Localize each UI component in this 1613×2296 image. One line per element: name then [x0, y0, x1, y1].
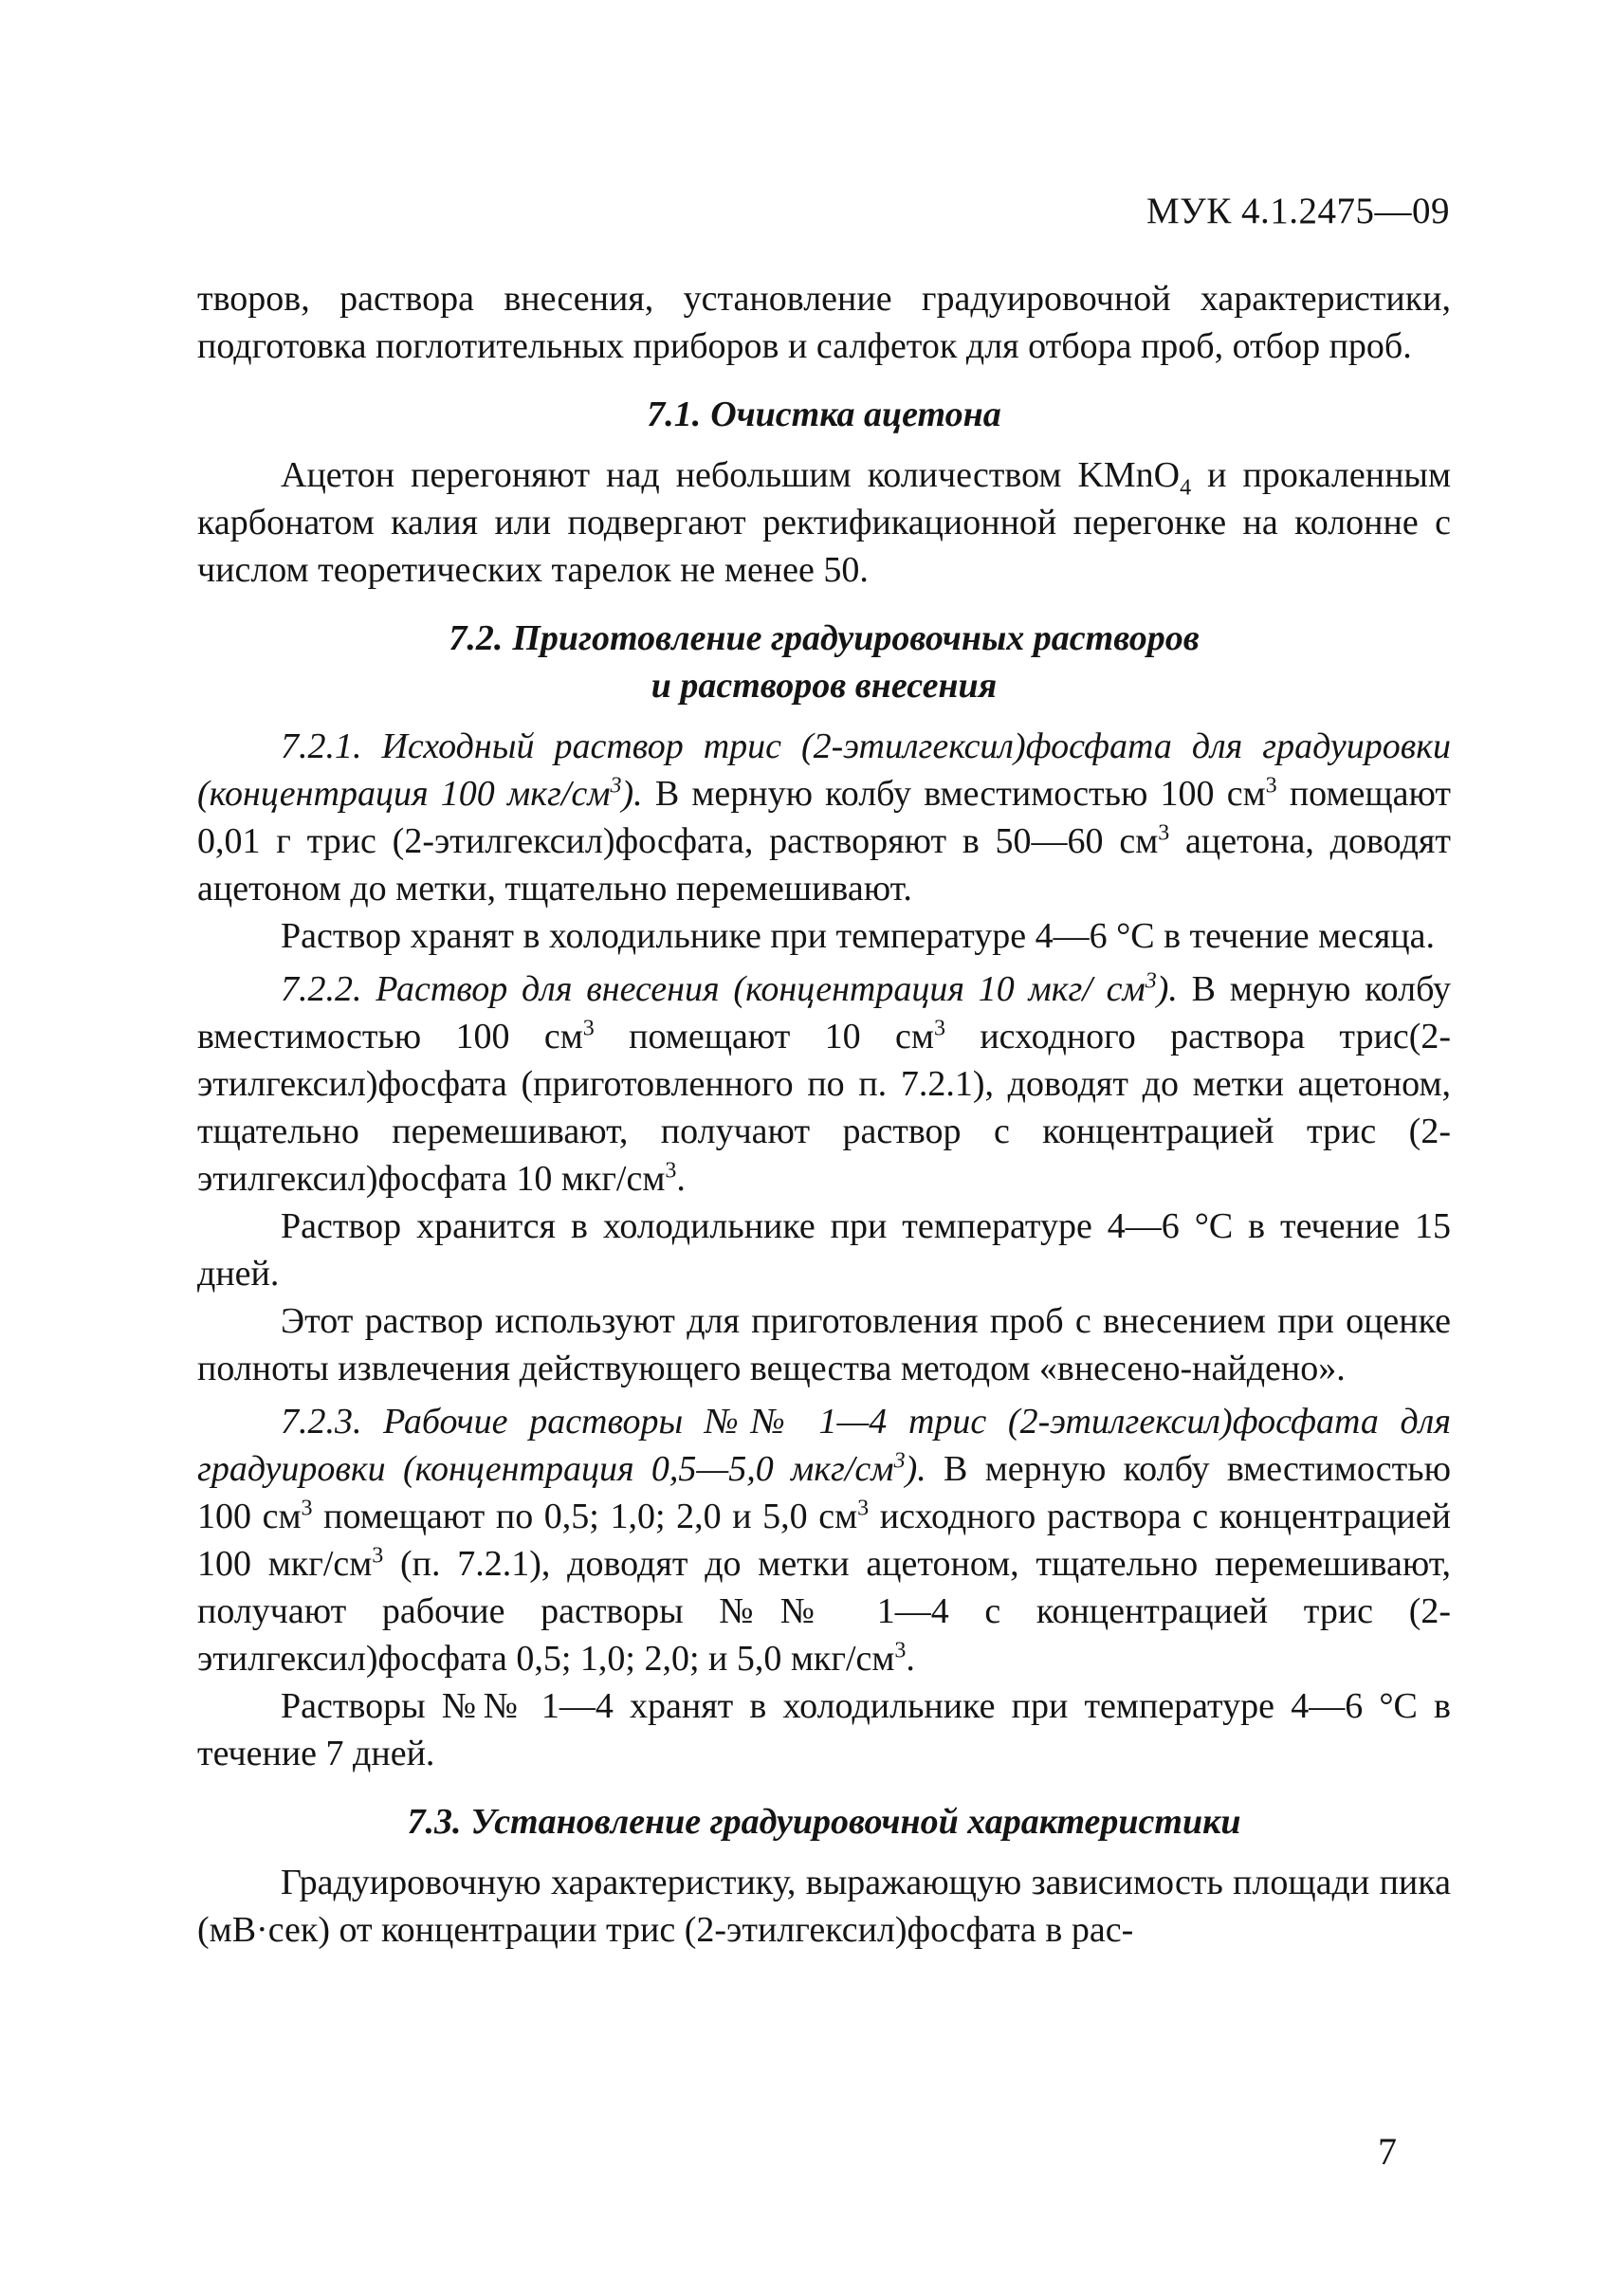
- section-title-line: и растворов внесения: [651, 666, 998, 706]
- section-7-3-heading: [197, 1798, 1451, 1846]
- section-title: Установление градуировочной характеристики: [470, 1802, 1241, 1842]
- superscript: 3: [1158, 820, 1170, 846]
- superscript: 3: [372, 1543, 384, 1569]
- section-7-2-3-paragraph: [197, 1398, 1451, 1682]
- subsection-lead: 7.2.3. Рабочие растворы №№ 1—4 трис (2-этилгексил)фосфата для градуировки (концентрация 0,5—5,0 мкг/см: [197, 1402, 1451, 1489]
- section-7-1-heading: [197, 391, 1451, 438]
- superscript: 3: [1145, 968, 1157, 994]
- text-run: ацетона, доводят ацетоном до метки, тщательно перемешивают.: [197, 821, 1452, 909]
- text-run: помещают 0,01 г трис (2-этилгексил)фосфата, растворяют в 50—60 см: [197, 774, 1451, 861]
- section-number: 7.3.: [407, 1802, 462, 1842]
- subsection-lead: ).: [621, 774, 643, 814]
- text-run: и прокаленным карбонатом калия или подвергают ректификационной перегонке на колонне с числом теоретических тарелок не менее 50.: [197, 455, 1452, 590]
- text-run: Ацетон перегоняют над небольшим количеством KMnO: [281, 455, 1181, 495]
- page-body: [197, 275, 1451, 1954]
- subscript: 4: [1180, 475, 1192, 501]
- section-title: Приготовление градуировочных растворов: [512, 618, 1200, 658]
- subsection-lead: ).: [1156, 969, 1178, 1009]
- section-7-2-heading: [197, 615, 1451, 709]
- superscript: 3: [857, 1496, 870, 1521]
- storage-paragraph: Раствор хранят в холодильнике при температуре 4—6 °С в течение месяца.: [281, 916, 1436, 956]
- subsection-lead: 7.2.1. Исходный раствор трис (2-этилгексил)фосфата для градуировки (концентрация 100 мкг/см: [197, 726, 1451, 814]
- superscript: 3: [665, 1158, 677, 1184]
- superscript: 3: [933, 1016, 945, 1041]
- text-run: .: [906, 1639, 915, 1679]
- section-title: Очистка ацетона: [710, 395, 1001, 434]
- document-code: МУК 4.1.2475—09: [1146, 191, 1450, 231]
- superscript: 3: [1265, 773, 1277, 799]
- section-number: 7.2.: [449, 618, 504, 658]
- subsection-lead: ).: [905, 1449, 926, 1489]
- text-run: .: [676, 1159, 686, 1199]
- superscript: 3: [894, 1638, 907, 1663]
- text-run: исходного раствора с концентрацией 100 мкг/см: [197, 1497, 1451, 1584]
- subsection-lead: 7.2.2. Раствор для внесения (концентрация 10 мкг/ см: [281, 969, 1146, 1009]
- text-run: помещают по 0,5; 1,0; 2,0 и 5,0 см: [312, 1497, 858, 1536]
- text-run: В мерную колбу вместимостью 100 см: [197, 1449, 1451, 1536]
- superscript: 3: [301, 1496, 313, 1521]
- text-run: исходного раствора трис(2-этилгексил)фосфата (приготовленного по п. 7.2.1), доводят до метки ацетоном, тщательно перемешивают, получают раствор с концентрацией трис (2-этилгексил)фосфата 10 мкг/см: [197, 1017, 1452, 1199]
- superscript: 3: [610, 773, 622, 799]
- intro-paragraph: творов, раствора внесения, установление градуировочной характеристики, подготовка поглотительных приборов и салфеток для отбора проб, отбор проб.: [197, 279, 1451, 366]
- text-run: В мерную колбу вместимостью 100 см: [642, 774, 1266, 814]
- storage-paragraph: Раствор хранится в холодильнике при температуре 4—6 °С в течение 15 дней.: [197, 1206, 1451, 1294]
- storage-paragraph: Растворы №№ 1—4 хранят в холодильнике при температуре 4—6 °С в течение 7 дней.: [197, 1686, 1451, 1773]
- text-run: помещают 10 см: [594, 1017, 934, 1056]
- text-run: (п. 7.2.1), доводят до метки ацетоном, тщательно перемешивают, получают рабочие растворы №№ 1—4 с концентрацией трис (2-этилгексил)фосфата 0,5; 1,0; 2,0; и 5,0 мкг/см: [197, 1544, 1451, 1679]
- section-number: 7.1.: [647, 395, 702, 434]
- section-7-2-1-paragraph: [197, 723, 1451, 912]
- superscript: 3: [582, 1016, 595, 1041]
- page-number: 7: [1378, 2130, 1397, 2173]
- section-title-line: [197, 615, 1451, 662]
- text-run: В мерную колбу вместимостью 100 см: [197, 969, 1451, 1056]
- superscript: 3: [893, 1448, 906, 1474]
- section-7-1-paragraph: [197, 451, 1451, 594]
- section-7-2-2-paragraph: [197, 965, 1451, 1203]
- section-7-3-paragraph: Градуировочную характеристику, выражающую зависимость площади пика (мВ·сек) от концентрации трис (2-этилгексил)фосфата в рас-: [197, 1863, 1451, 1950]
- usage-paragraph: Этот раствор используют для приготовления проб с внесением при оценке полноты извлечения действующего вещества методом «внесено-найдено».: [197, 1301, 1451, 1388]
